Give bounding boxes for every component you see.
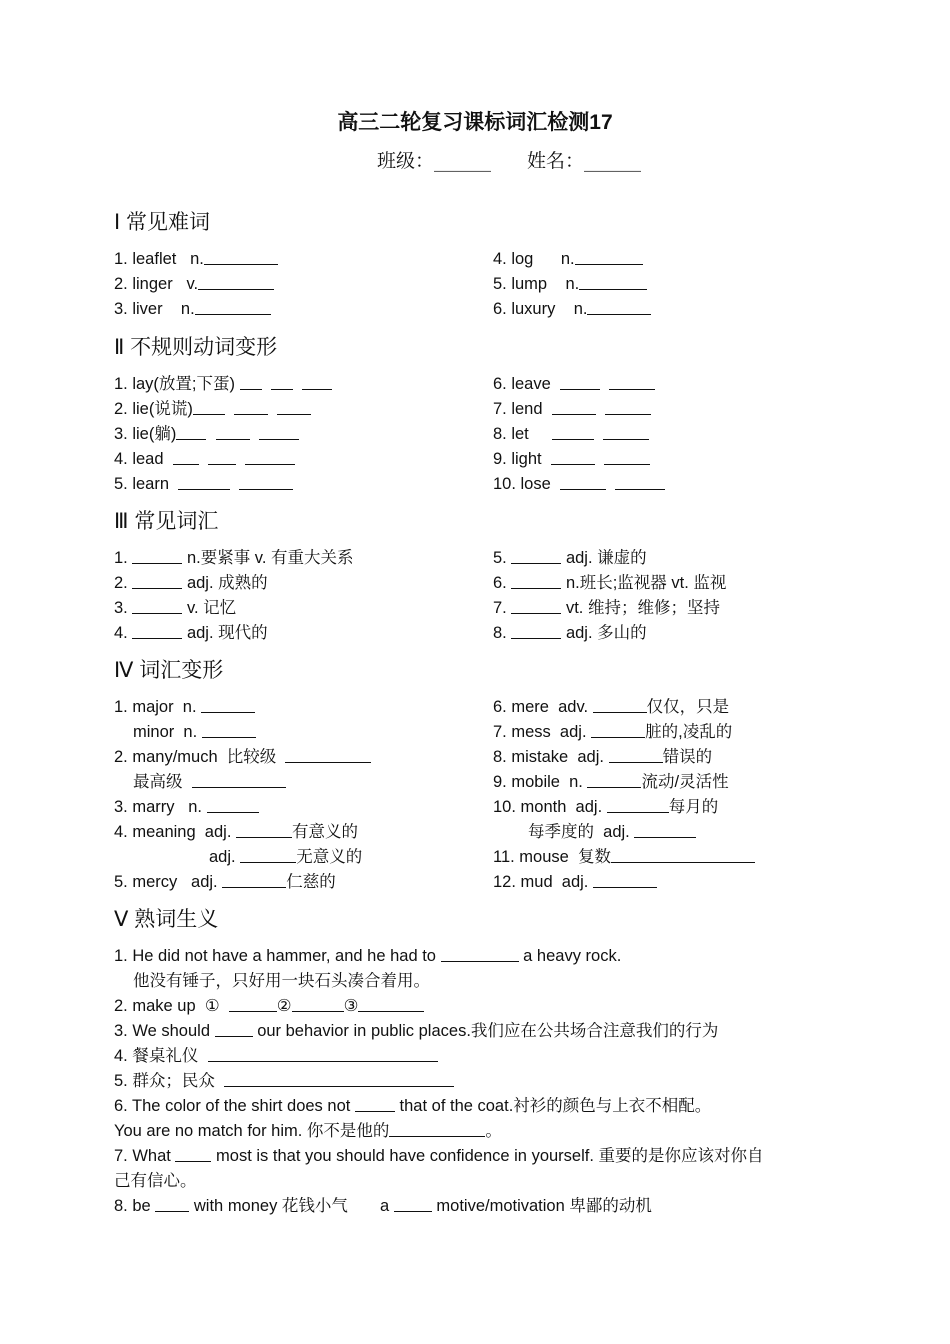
answer-blank[interactable] bbox=[224, 1069, 454, 1087]
answer-blank[interactable] bbox=[208, 447, 236, 465]
answer-blank[interactable] bbox=[615, 472, 665, 490]
answer-blank[interactable] bbox=[511, 596, 561, 614]
list-item: 3. lie(躺) bbox=[114, 422, 332, 447]
answer-blank[interactable] bbox=[229, 994, 277, 1012]
answer-blank[interactable] bbox=[609, 372, 655, 390]
answer-blank[interactable] bbox=[551, 447, 595, 465]
answer-blank[interactable] bbox=[579, 272, 647, 290]
answer-blank[interactable] bbox=[173, 447, 199, 465]
answer-blank[interactable] bbox=[198, 272, 274, 290]
list-item: 4. meaning adj. 有意义的 bbox=[114, 820, 371, 845]
list-item: 6. luxury n. bbox=[493, 297, 651, 322]
answer-blank[interactable] bbox=[593, 695, 647, 713]
list-item: 他没有锤子，只好用一块石头凑合着用。 bbox=[133, 972, 430, 990]
answer-blank[interactable] bbox=[195, 297, 271, 315]
student-info-row bbox=[0, 146, 950, 176]
list-item: 6. leave bbox=[493, 372, 665, 397]
list-item: 5. mercy adj. 仁慈的 bbox=[114, 870, 371, 895]
list-item: 9. mobile n. 流动/灵活性 bbox=[493, 770, 755, 795]
list-item: 3. liver n. bbox=[114, 297, 278, 322]
list-item: 10. month adj. 每月的 bbox=[493, 795, 755, 820]
list-item: 7. mess adj. 脏的,凌乱的 bbox=[493, 720, 755, 745]
list-item: 9. light bbox=[493, 447, 665, 472]
list-item: 7. lend bbox=[493, 397, 665, 422]
list-item: minor n. bbox=[114, 720, 371, 745]
section-2-heading: Ⅱ 不规则动词变形 bbox=[114, 336, 278, 359]
answer-blank[interactable] bbox=[441, 944, 519, 962]
answer-blank[interactable] bbox=[511, 546, 561, 564]
section-2-left-column bbox=[114, 372, 332, 497]
list-item: 4. log n. bbox=[493, 247, 651, 272]
answer-blank[interactable] bbox=[245, 447, 295, 465]
answer-blank[interactable] bbox=[132, 621, 182, 639]
answer-blank[interactable] bbox=[277, 397, 311, 415]
list-item: 8. adj. 多山的 bbox=[493, 621, 726, 646]
answer-blank[interactable] bbox=[511, 621, 561, 639]
list-item: 2. lie(说谎) bbox=[114, 397, 332, 422]
section-1-heading: Ⅰ 常见难词 bbox=[114, 211, 211, 234]
answer-blank[interactable] bbox=[575, 247, 643, 265]
section-4-left-column bbox=[114, 695, 371, 895]
answer-blank[interactable] bbox=[271, 372, 293, 390]
answer-blank[interactable] bbox=[587, 770, 641, 788]
section-3-left-column bbox=[114, 546, 354, 646]
section-4-heading: Ⅳ 词汇变形 bbox=[114, 659, 224, 682]
list-item: 1. leaflet n. bbox=[114, 247, 278, 272]
section-5-heading: Ⅴ 熟词生义 bbox=[114, 908, 219, 931]
list-item: 最高级 bbox=[114, 770, 371, 795]
answer-blank[interactable] bbox=[355, 1094, 395, 1112]
list-item: 7. vt. 维持；维修；坚持 bbox=[493, 596, 726, 621]
section-3-heading: Ⅲ 常见词汇 bbox=[114, 510, 219, 533]
answer-blank[interactable] bbox=[216, 422, 250, 440]
list-item: 2. make up ① ② ③ bbox=[114, 994, 834, 1019]
section-3-right-column bbox=[493, 546, 726, 646]
list-item: 己有信心。 bbox=[114, 1172, 197, 1190]
answer-blank[interactable] bbox=[587, 297, 651, 315]
answer-blank[interactable] bbox=[222, 870, 286, 888]
answer-blank[interactable] bbox=[176, 422, 206, 440]
list-item: 4. adj. 现代的 bbox=[114, 621, 354, 646]
page-title: 高三二轮复习课标词汇检测17 bbox=[337, 111, 613, 134]
list-item: 4. lead bbox=[114, 447, 332, 472]
list-item: 11. mouse 复数 bbox=[493, 845, 755, 870]
list-item: 8. let bbox=[493, 422, 665, 447]
answer-blank[interactable] bbox=[215, 1019, 253, 1037]
list-item: 2. many/much 比较级 bbox=[114, 745, 371, 770]
answer-blank[interactable] bbox=[394, 1194, 432, 1212]
list-item: 8. be with money 花钱小气 a motive/motivation 卑鄙的动机 bbox=[114, 1194, 834, 1219]
list-item: 3. marry n. bbox=[114, 795, 371, 820]
answer-blank[interactable] bbox=[607, 795, 669, 813]
name-field[interactable]: 姓名：______ bbox=[527, 150, 642, 172]
answer-blank[interactable] bbox=[285, 745, 371, 763]
answer-blank[interactable] bbox=[178, 472, 230, 490]
answer-blank[interactable] bbox=[208, 1044, 438, 1062]
answer-blank[interactable] bbox=[259, 422, 299, 440]
list-item: 5. learn bbox=[114, 472, 332, 497]
list-item: 2. adj. 成熟的 bbox=[114, 571, 354, 596]
list-item: 1. He did not have a hammer, and he had to a heavy rock. bbox=[114, 944, 834, 969]
answer-blank[interactable] bbox=[132, 546, 182, 564]
answer-blank[interactable] bbox=[204, 247, 278, 265]
list-item: 12. mud adj. bbox=[493, 870, 755, 895]
answer-blank[interactable] bbox=[175, 1144, 211, 1162]
answer-blank[interactable] bbox=[593, 870, 657, 888]
answer-blank[interactable] bbox=[193, 397, 225, 415]
section-1-left-column bbox=[114, 247, 278, 322]
answer-blank[interactable] bbox=[202, 720, 256, 738]
list-item: 4. 餐桌礼仪 bbox=[114, 1044, 834, 1069]
answer-blank[interactable] bbox=[236, 820, 292, 838]
section-2-right-column bbox=[493, 372, 665, 497]
list-item: 7. What most is that you should have confidence in yourself. 重要的是你应该对你自 bbox=[114, 1144, 834, 1169]
answer-blank[interactable] bbox=[605, 397, 651, 415]
list-item: 每季度的 adj. bbox=[493, 820, 755, 845]
answer-blank[interactable] bbox=[604, 447, 650, 465]
answer-blank[interactable] bbox=[292, 994, 344, 1012]
list-item: 3. We should our behavior in public places.我们应在公共场合注意我们的行为 bbox=[114, 1019, 834, 1044]
list-item: 10. lose bbox=[493, 472, 665, 497]
answer-blank[interactable] bbox=[240, 372, 262, 390]
answer-blank[interactable] bbox=[609, 745, 663, 763]
answer-blank[interactable] bbox=[591, 720, 645, 738]
answer-blank[interactable] bbox=[603, 422, 649, 440]
section-5-body bbox=[114, 944, 834, 1219]
list-item: 6. n.班长;监视器 vt. 监视 bbox=[493, 571, 726, 596]
answer-blank[interactable] bbox=[155, 1194, 189, 1212]
answer-blank[interactable] bbox=[552, 397, 596, 415]
list-item: 2. linger v. bbox=[114, 272, 278, 297]
list-item: 1. lay(放置;下蛋) bbox=[114, 372, 332, 397]
answer-blank[interactable] bbox=[132, 571, 182, 589]
answer-blank[interactable] bbox=[358, 994, 424, 1012]
list-item: 5. lump n. bbox=[493, 272, 651, 297]
list-item: You are no match for him. 你不是他的 。 bbox=[114, 1119, 834, 1144]
answer-blank[interactable] bbox=[552, 422, 594, 440]
answer-blank[interactable] bbox=[634, 820, 696, 838]
list-item: 3. v. 记忆 bbox=[114, 596, 354, 621]
list-item: 5. adj. 谦虚的 bbox=[493, 546, 726, 571]
answer-blank[interactable] bbox=[302, 372, 332, 390]
answer-blank[interactable] bbox=[240, 845, 296, 863]
answer-blank[interactable] bbox=[201, 695, 255, 713]
answer-blank[interactable] bbox=[192, 770, 286, 788]
answer-blank[interactable] bbox=[611, 845, 755, 863]
class-field[interactable]: 班级：______ bbox=[376, 150, 491, 172]
answer-blank[interactable] bbox=[389, 1119, 485, 1137]
answer-blank[interactable] bbox=[560, 372, 600, 390]
answer-blank[interactable] bbox=[234, 397, 268, 415]
list-item: 1. n.要紧事 v. 有重大关系 bbox=[114, 546, 354, 571]
answer-blank[interactable] bbox=[560, 472, 606, 490]
section-1-right-column bbox=[493, 247, 651, 322]
list-item: 1. major n. bbox=[114, 695, 371, 720]
answer-blank[interactable] bbox=[511, 571, 561, 589]
list-item: 5. 群众；民众 bbox=[114, 1069, 834, 1094]
answer-blank[interactable] bbox=[207, 795, 259, 813]
list-item: 6. The color of the shirt does not that of the coat.衬衫的颜色与上衣不相配。 bbox=[114, 1094, 834, 1119]
list-item: 8. mistake adj. 错误的 bbox=[493, 745, 755, 770]
answer-blank[interactable] bbox=[239, 472, 293, 490]
list-item: adj. 无意义的 bbox=[114, 845, 371, 870]
section-4-right-column bbox=[493, 695, 755, 895]
list-item: 6. mere adv. 仅仅，只是 bbox=[493, 695, 755, 720]
answer-blank[interactable] bbox=[132, 596, 182, 614]
